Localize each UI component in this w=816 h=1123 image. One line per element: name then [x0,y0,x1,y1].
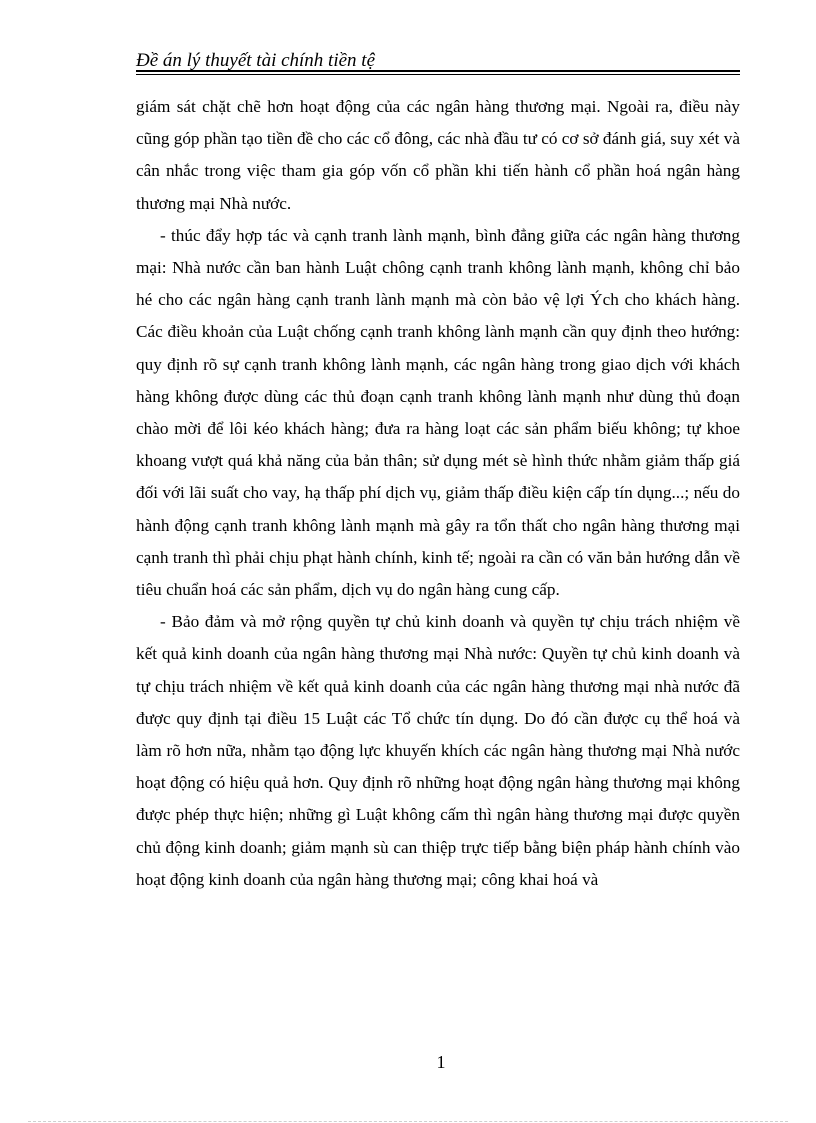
header-rule-thin [136,74,740,75]
page-number: 1 [436,1052,446,1072]
running-header [136,48,740,74]
header-rule-thick [136,70,740,72]
paragraph-fair-competition: - thúc đẩy hợp tác và cạnh tranh lành mạnh, bình đẳng giữa các ngân hàng thương mại: Nhà nước cần ban hành Luật chông cạnh tranh không lành mạnh, không chỉ bảo hé cho các ngân hàng cạnh tranh lành mạnh mà còn bảo vệ lợi Ých cho khách hàng. Các điều khoản của Luật chống cạnh tranh không lành mạnh cần quy định theo hướng: quy định rõ sự cạnh tranh không lành mạnh, các ngân hàng trong giao dịch với khách hàng không được dùng các thủ đoạn cạnh tranh không lành mạnh như dùng thủ đoạn chào mời để lôi kéo khách hàng; đưa ra hàng loạt các sản phẩm biếu không; tự khoe khoang vượt quá khả năng của bản thân; sử dụng mét sè hình thức nhằm giảm thấp giá đối với lãi suất cho vay, hạ thấp phí dịch vụ, giảm thấp điều kiện cấp tín dụng...; nếu do hành động cạnh tranh không lành mạnh mà gây ra tổn thất cho ngân hàng thương mại cạnh tranh thì phải chịu phạt hành chính, kinh tế; ngoài ra cần có văn bản hướng dẫn về tiêu chuẩn hoá các sản phẩm, dịch vụ do ngân hàng cung cấp. [136,225,740,600]
paragraph-business-autonomy: - Bảo đảm và mở rộng quyền tự chủ kinh doanh và quyền tự chịu trách nhiệm về kết quả kinh doanh của ngân hàng thương mại Nhà nước: Quyền tự chủ kinh doanh và tự chịu trách nhiệm về kết quả kinh doanh của các ngân hàng thương mại nhà nước đã được quy định tại điều 15 Luật các Tổ chức tín dụng. Do đó cần được cụ thể hoá và làm rõ hơn nữa, nhằm tạo động lực khuyến khích các ngân hàng thương mại Nhà nước hoạt động có hiệu quả hơn. Quy định rõ những hoạt động ngân hàng thương mại không được phép thực hiện; những gì Luật không cấm thì ngân hàng thương mại được quyền chủ động kinh doanh; giảm mạnh sù can thiệp trực tiếp bằng biện pháp hành chính vào hoạt động kinh doanh của ngân hàng thương mại; công khai hoá và [136,612,740,889]
header-title: Đề án lý thuyết tài chính tiền tệ [136,50,376,71]
paragraph-continuation: giám sát chặt chẽ hơn hoạt động của các ngân hàng thương mại. Ngoài ra, điều này cũng góp phần tạo tiền đề cho các cổ đông, các nhà đầu tư có cơ sở đánh giá, suy xét và cân nhắc trong việc tham gia góp vốn cổ phần khi tiến hành cổ phần hoá ngân hàng thương mại Nhà nước. [136,97,740,213]
document-body [136,91,740,896]
page-bottom-divider [28,1121,788,1122]
